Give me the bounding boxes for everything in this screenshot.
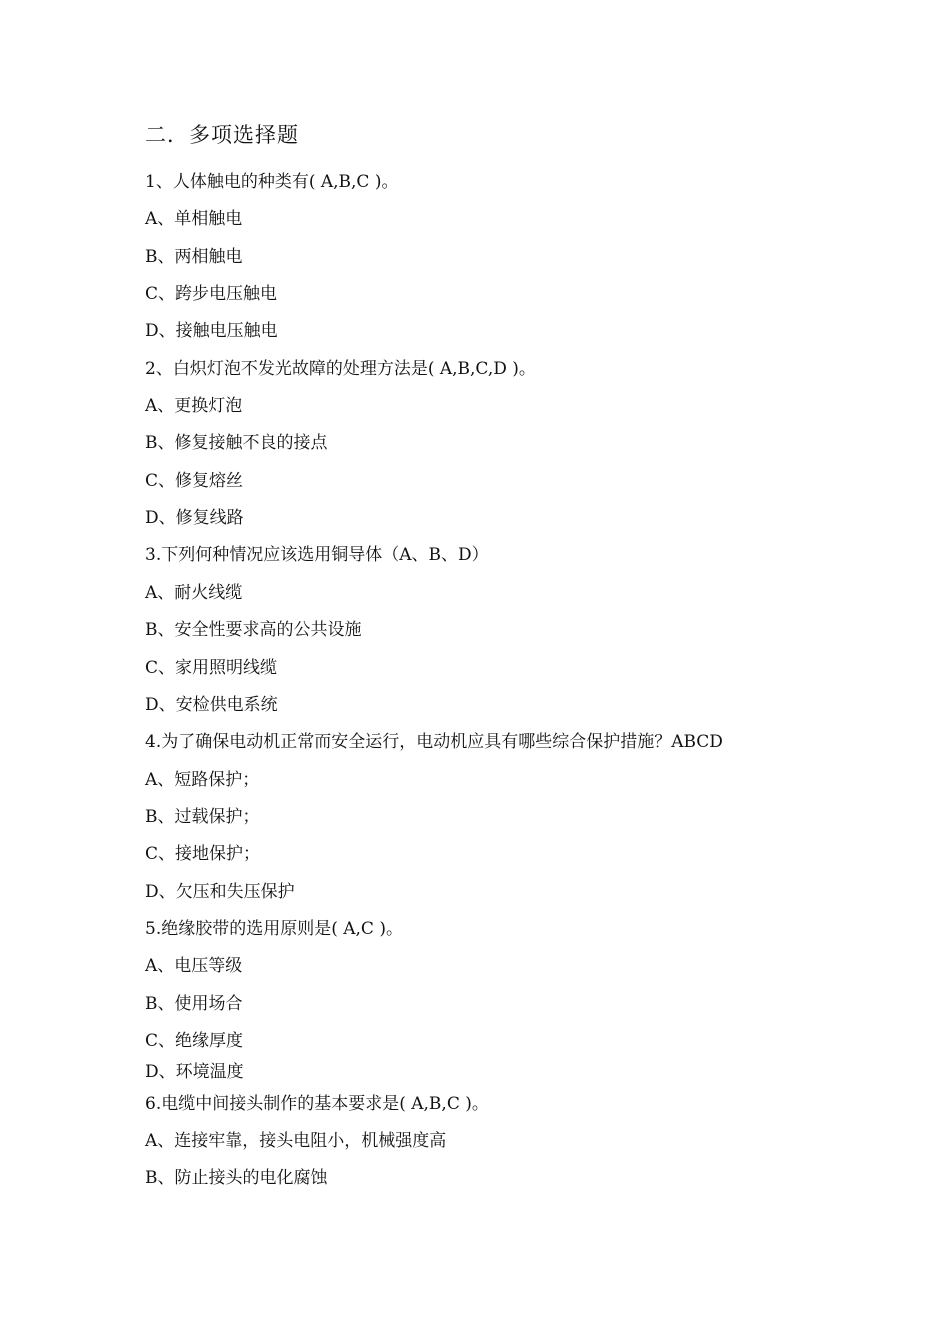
option-4d: D、欠压和失压保护 <box>145 882 295 902</box>
question-3: 3.下列何种情况应该选用铜导体（A、B、D） <box>145 545 489 565</box>
option-4b: B、过载保护； <box>145 807 260 827</box>
option-2a: A、更换灯泡 <box>145 396 243 416</box>
option-5b: B、使用场合 <box>145 994 243 1014</box>
option-3b: B、安全性要求高的公共设施 <box>145 620 362 640</box>
option-5a: A、电压等级 <box>145 956 243 976</box>
section-title: 二．多项选择题 <box>145 123 299 147</box>
option-4c: C、接地保护； <box>145 844 261 864</box>
option-1a: A、单相触电 <box>145 209 243 229</box>
question-4: 4.为了确保电动机正常而安全运行，电动机应具有哪些综合保护措施？ABCD <box>145 732 723 752</box>
option-1c: C、跨步电压触电 <box>145 284 278 304</box>
option-2c: C、修复熔丝 <box>145 471 244 491</box>
question-1: 1、人体触电的种类有( A,B,C )。 <box>145 172 399 192</box>
option-1d: D、接触电压触电 <box>145 321 278 341</box>
option-3c: C、家用照明线缆 <box>145 658 278 678</box>
option-4a: A、短路保护； <box>145 770 260 790</box>
option-6a: A、连接牢靠，接头电阻小，机械强度高 <box>145 1131 447 1151</box>
option-3a: A、耐火线缆 <box>145 583 243 603</box>
option-3d: D、安检供电系统 <box>145 695 278 715</box>
question-2: 2、白炽灯泡不发光故障的处理方法是( A,B,C,D )。 <box>145 359 536 379</box>
option-6b: B、防止接头的电化腐蚀 <box>145 1168 328 1188</box>
option-2d: D、修复线路 <box>145 508 244 528</box>
option-5c: C、绝缘厚度 <box>145 1031 244 1051</box>
question-5: 5.绝缘胶带的选用原则是( A,C )。 <box>145 919 403 939</box>
option-5d: D、环境温度 <box>145 1062 244 1082</box>
option-2b: B、修复接触不良的接点 <box>145 433 328 453</box>
option-1b: B、两相触电 <box>145 247 243 267</box>
question-6: 6.电缆中间接头制作的基本要求是( A,B,C )。 <box>145 1094 489 1114</box>
